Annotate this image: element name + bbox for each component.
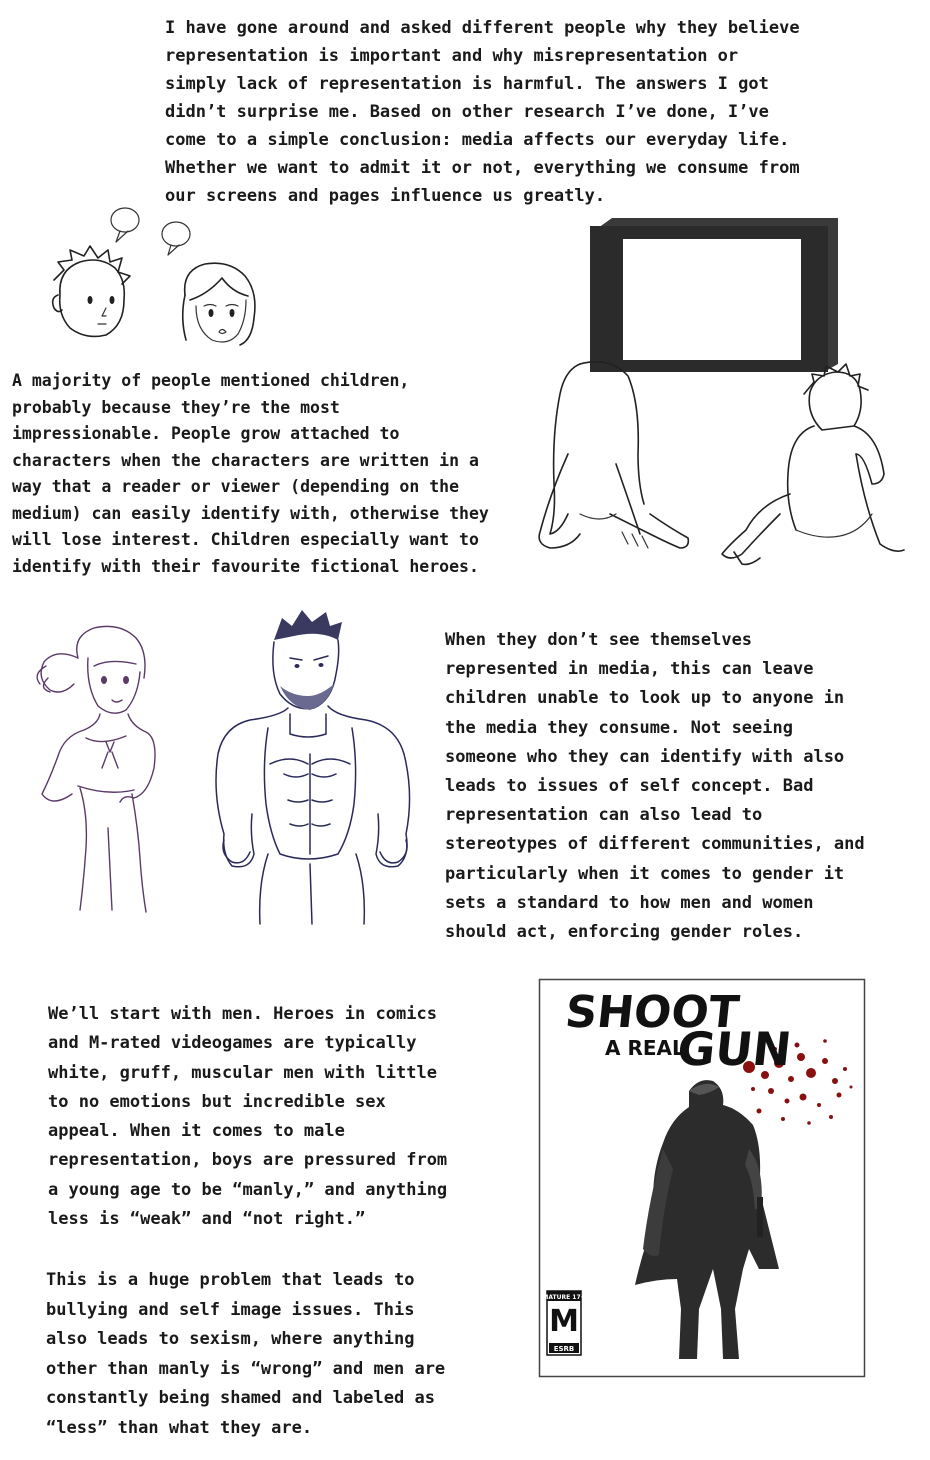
- children-paragraph: A majority of people mentioned children, probably because they’re the most impressionable. People grow attached to characters when the characters are written in a way that a reader or viewer (depending on the medium) can easily identify with, otherwise they will lose interest. Children especially want to identify with their favourite fictional heroes.: [12, 371, 489, 576]
- rating-header: MATURE 17+: [542, 1294, 586, 1301]
- speech-bubble-icon: [162, 222, 190, 255]
- intro-paragraph: I have gone around and asked different people why they believe representation is important and why misrepresentation or simply lack of representation is harmful. The answers I got didn’t surprise me. Based on other research I’ve done, I’ve come to a simple conclusion: media affects our everyday life. Whether we want to admit it or not, everything we consume from our screens and pages influence us greatly.: [165, 18, 800, 206]
- rating-letter: M: [549, 1304, 579, 1339]
- boy-watching: [722, 364, 904, 564]
- cover-title-gun: GUN: [674, 1022, 795, 1076]
- man-illustration: [210, 604, 448, 930]
- cover-title-shoot: SHOOT: [562, 987, 742, 1038]
- tv-icon: [590, 218, 838, 372]
- woman-character: [37, 626, 155, 912]
- girl-watching: [539, 362, 688, 548]
- men-paragraph: We’ll start with men. Heroes in comics and M-rated videogames are typically white, gruff, muscular men with little to no emotions but incredible sex appeal. When it comes to male representation, boys are pressured from a young age to be “manly,” and anything less is “weak” and “not right.”: [48, 1004, 448, 1230]
- rating-footer: ESRB: [553, 1345, 575, 1353]
- esrb-rating-badge: [542, 1291, 585, 1355]
- girl-face: [183, 263, 255, 345]
- woman-illustration: [28, 618, 188, 918]
- cover-title-a-real: A REAL: [605, 1036, 685, 1060]
- tv-illustration: [520, 214, 910, 580]
- speech-bubble-icon: [111, 208, 139, 242]
- game-cover: [539, 979, 865, 1377]
- self-concept-paragraph: When they don’t see themselves represented in media, this can leave children unable to look up to anyone in the media they consume. Not seeing someone who they can identify with also leads to issues of self concept. Bad representation can also lead to stereotypes of different communities, and particularly when it comes to gender it sets a standard to how men and women should act, enforcing gender roles.: [445, 630, 865, 943]
- boy-face: [53, 246, 130, 336]
- faces-illustration: [40, 200, 280, 365]
- muscular-man-character: [216, 610, 410, 924]
- problem-paragraph: This is a huge problem that leads to bullying and self image issues. This also leads to sexism, where anything other than manly is “wrong” and men are constantly being shamed and labeled as “less” than what they are.: [46, 1270, 446, 1438]
